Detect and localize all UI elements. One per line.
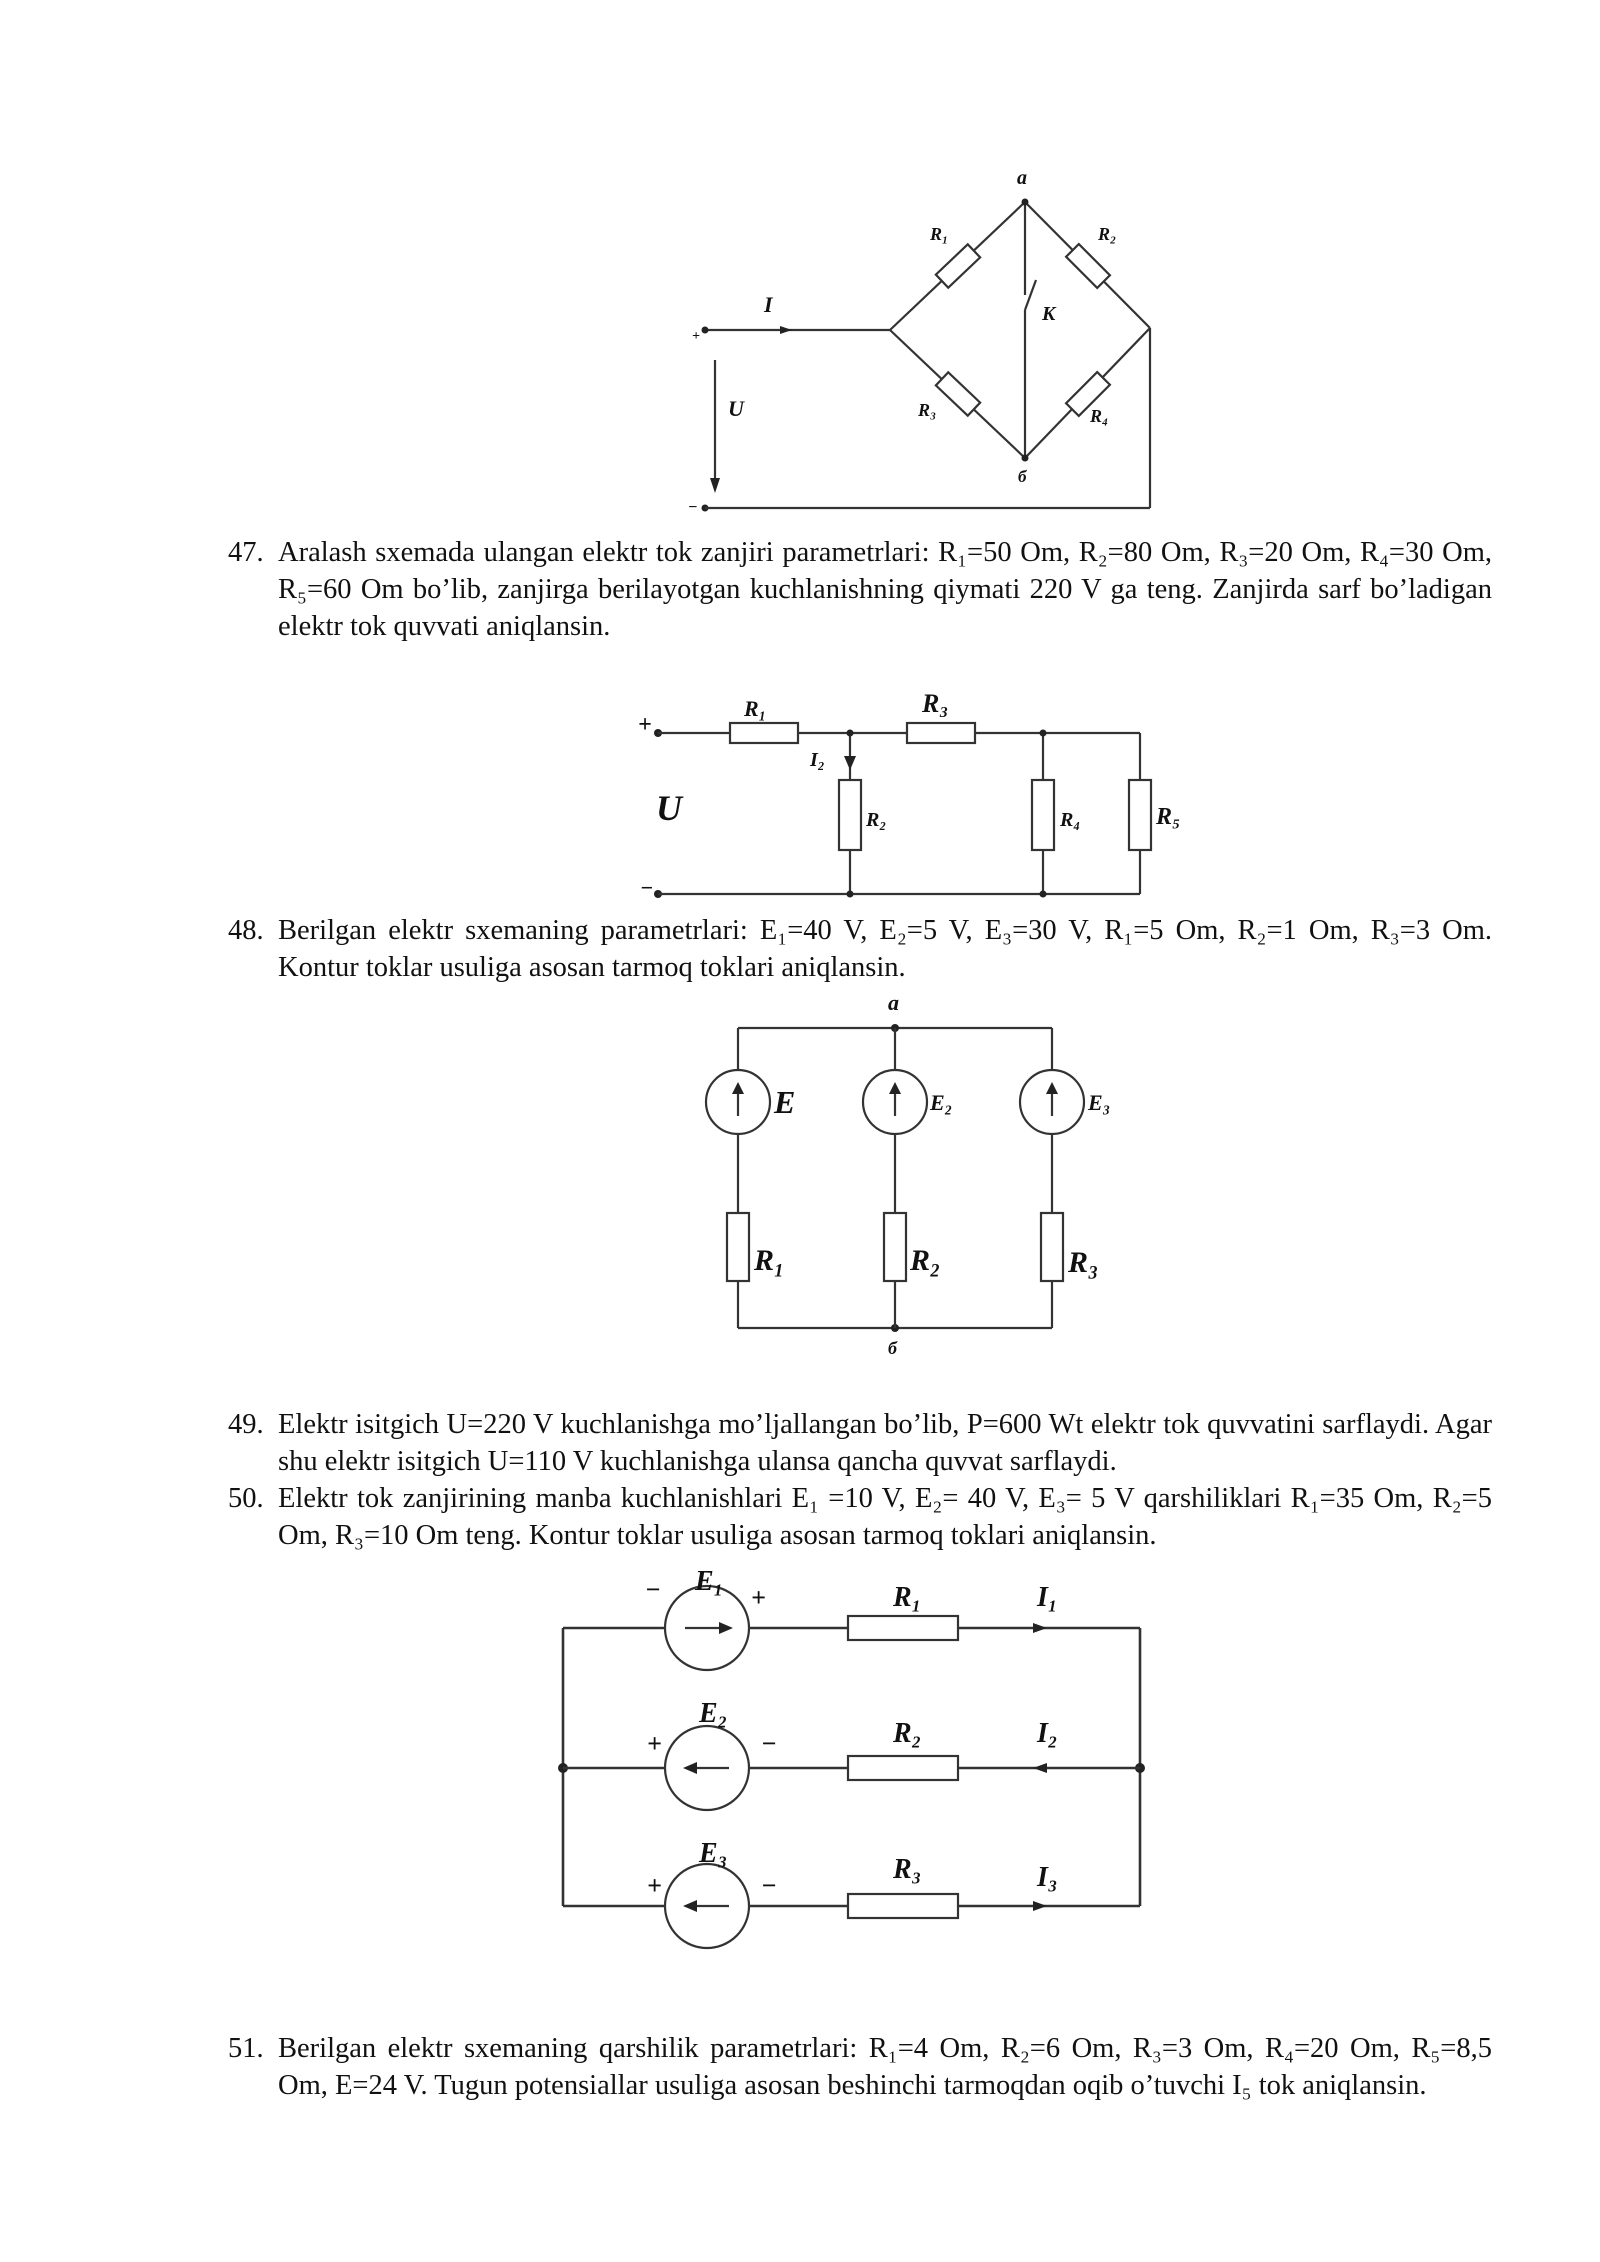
current-arrow-i2-icon [1033, 1763, 1047, 1773]
label-r3: R₃ [922, 689, 949, 718]
label-plus-e1: + [751, 1583, 766, 1612]
current-arrow-icon [844, 756, 856, 770]
label-r2: R₂ [893, 1718, 922, 1749]
node [847, 891, 854, 898]
label-e3: E₃ [699, 1838, 728, 1869]
label-r1: R₁ [744, 696, 767, 721]
label-e2: E₂ [699, 1698, 728, 1729]
problem-text: Elektr isitgich U=220 V kuchlanishga mo’ljallangan bo’lib, P=600 Wt elektr tok quvvatini sarflaydi. Agar shu elektr isitgich U=110 V kuchlanishga ulansa qancha quvvat sarflaydi. [278, 1409, 1492, 1477]
label-r5: R₅ [1156, 804, 1181, 830]
label-plus-e3: + [647, 1871, 662, 1900]
current-arrow-i1-icon [1033, 1623, 1047, 1633]
resistor-r3 [936, 372, 980, 415]
label-plus: + [638, 712, 652, 738]
node-b [1022, 455, 1029, 462]
label-e1: E₁ [695, 1566, 724, 1597]
label-r2: R₂ [910, 1244, 941, 1277]
node [847, 730, 854, 737]
label-i2: I₂ [1037, 1718, 1058, 1749]
label-minus-e1: − [645, 1575, 661, 1604]
label-current-i: I [764, 292, 773, 317]
label-minus-e2: − [761, 1729, 777, 1758]
label-node-b: б [1018, 467, 1027, 486]
resistor-r2 [839, 780, 861, 850]
node-a [1022, 199, 1029, 206]
resistor-r5 [1129, 780, 1151, 850]
current-arrow-i3-icon [1033, 1901, 1047, 1911]
label-plus: + [692, 329, 700, 344]
problem-text: Berilgan elektr sxemaning parametrlari: E₁=40 V, E₂=5 V, E₃=30 V, R₁=5 Om, R₂=1 Om, R₃=3 Om. Kontur toklar usuliga asosan tarmoq toklari aniqlansin. [278, 915, 1492, 983]
resistor-r1 [727, 1213, 749, 1281]
problem-49 [228, 1406, 1492, 1480]
switch-k [1025, 280, 1036, 310]
label-r2: R₂ [866, 809, 887, 831]
label-r1: R₁ [754, 1244, 785, 1277]
resistor-r3 [907, 723, 975, 743]
resistor-r1 [730, 723, 798, 743]
parallel-emf-circuit-diagram [555, 1556, 1165, 1966]
ladder-circuit-diagram [630, 690, 1200, 905]
voltage-arrow-head-icon [710, 478, 720, 493]
resistor-r1 [848, 1616, 958, 1640]
label-switch-k: K [1042, 303, 1056, 325]
label-r3: R₃ [893, 1854, 922, 1885]
label-r1: R₁ [930, 224, 949, 244]
label-minus: − [640, 875, 654, 900]
label-e3: E₃ [1088, 1090, 1111, 1115]
resistor-r2 [1066, 244, 1110, 288]
problem-51 [228, 2030, 1492, 2104]
problem-number: 51. [228, 2033, 264, 2064]
node [1040, 730, 1047, 737]
label-r3: R₃ [918, 400, 937, 420]
label-minus: − [688, 499, 698, 516]
resistor-r2 [884, 1213, 906, 1281]
problem-text: Aralash sxemada ulangan elektr tok zanjiri parametrlari: R₁=50 Om, R₂=80 Om, R₃=20 Om, R₄=30 Om, R₅=60 Om bo’lib, zanjirga berilayotgan kuchlanishning qiymati 220 V ga teng. Zanjirda sarf bo’ladigan elektr tok quvvati aniqlansin. [278, 537, 1492, 642]
resistor-r1 [936, 244, 980, 287]
label-e1: E [774, 1084, 796, 1120]
label-voltage-u: U [728, 396, 744, 421]
problem-text: Berilgan elektr sxemaning qarshilik parametrlari: R₁=4 Om, R₂=6 Om, R₃=3 Om, R₄=20 Om, R₅=8,5 Om, E=24 V. Tugun potensiallar usuliga asosan beshinchi tarmoqdan oqib o’tuvchi I₅ tok aniqlansin. [278, 2033, 1492, 2101]
problem-number: 48. [228, 915, 264, 946]
resistor-r3 [1041, 1213, 1063, 1281]
label-node-a: a [888, 990, 899, 1015]
label-minus-e3: − [761, 1871, 777, 1900]
label-node-b: б [888, 1338, 897, 1358]
problem-number: 50. [228, 1483, 264, 1514]
label-e2: E₂ [930, 1090, 953, 1115]
three-branch-circuit-diagram [690, 988, 1130, 1358]
terminal-plus [702, 327, 709, 334]
label-voltage-u: U [656, 788, 682, 828]
current-arrow-icon [780, 326, 792, 334]
label-r1: R₁ [893, 1582, 922, 1613]
bridge-circuit-diagram [680, 160, 1180, 520]
problem-text: Elektr tok zanjirining manba kuchlanishlari E₁ =10 V, E₂= 40 V, E₃= 5 V qarshiliklari R₁=35 Om, R₂=5 Om, R₃=10 Om teng. Kontur toklar usuliga asosan tarmoq toklari aniqlansin. [278, 1483, 1492, 1551]
problem-48 [228, 912, 1492, 986]
resistor-r2 [848, 1756, 958, 1780]
label-r4: R₄ [1060, 809, 1081, 831]
label-r3: R₃ [1068, 1246, 1099, 1279]
problem-number: 47. [228, 537, 264, 568]
label-i3: I₃ [1037, 1862, 1058, 1893]
label-i2: I₂ [810, 749, 825, 771]
problem-50 [228, 1480, 1492, 1554]
resistor-r4 [1032, 780, 1054, 850]
node [1040, 891, 1047, 898]
label-plus-e2: + [647, 1729, 662, 1758]
label-r4: R₄ [1090, 406, 1109, 426]
label-i1: I₁ [1037, 1582, 1058, 1613]
problem-number: 49. [228, 1409, 264, 1440]
problem-47 [228, 534, 1492, 645]
resistor-r3 [848, 1894, 958, 1918]
label-node-a: a [1017, 167, 1027, 189]
label-r2: R₂ [1098, 224, 1117, 244]
